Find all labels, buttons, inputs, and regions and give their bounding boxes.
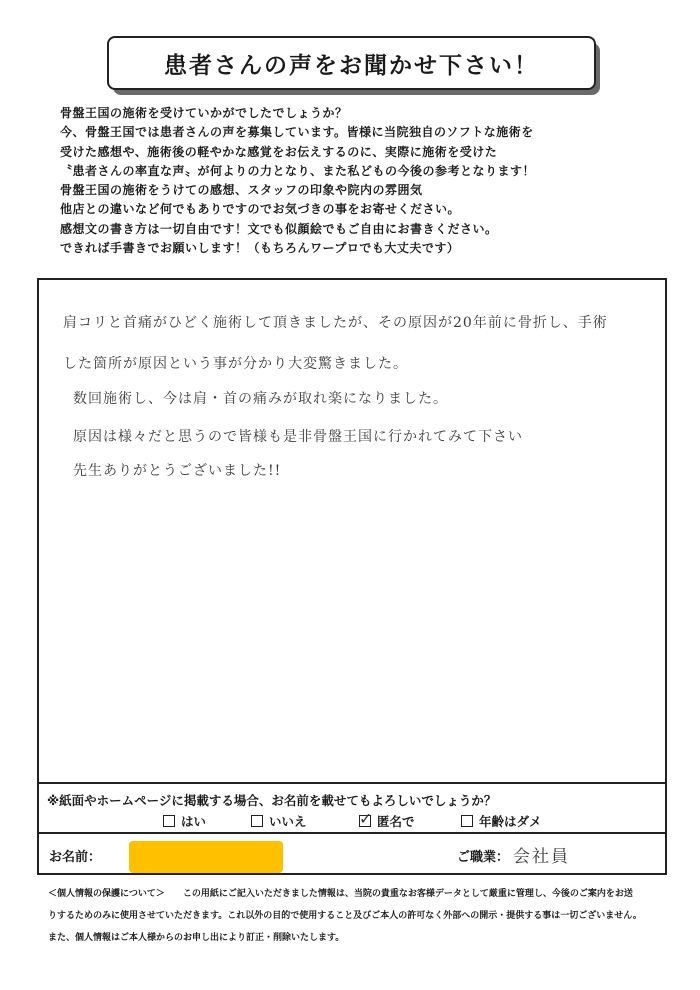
intro-line: 骨盤王国の施術を受けていかがでしたでしょうか？: [60, 106, 348, 120]
name-redaction: [129, 841, 283, 873]
option-yes[interactable]: [163, 812, 206, 830]
checkbox[interactable]: [461, 815, 473, 827]
option-no[interactable]: [251, 812, 307, 830]
intro-text: [60, 104, 680, 258]
privacy-line: りするためのみに使用させていただきます。これ以外の目的で使用すること及びご本人の許可なく外部への開示・提供する事は一切ございません。: [48, 911, 642, 921]
page-title: 患者さんの声をお聞かせ下さい！: [107, 36, 596, 90]
job-label: ご職業：: [457, 850, 510, 865]
option-anonymous[interactable]: [359, 809, 415, 830]
option-no-age[interactable]: [461, 812, 542, 830]
name-label: お名前：: [49, 850, 102, 865]
option-label: 匿名で: [377, 814, 415, 829]
intro-line: 〝患者さんの率直な声〟が何よりの力となり、また私どもの今後の参考となります！: [60, 163, 536, 178]
option-label: いいえ: [269, 814, 307, 829]
comment-area[interactable]: [39, 280, 665, 784]
option-label: 年齢はダメ: [479, 814, 542, 829]
job-value: 会社員: [513, 847, 570, 867]
intro-line: 受けた感想や、施術後の軽やかな感覚をお伝えするのに、実際に施術を受けた: [60, 144, 498, 159]
customer-info: [39, 834, 665, 873]
comment-line: 先生ありがとうございました!!: [73, 463, 282, 479]
comment-line: 肩コリと首痛がひどく施術して頂きましたが、その原因が20年前に骨折し、手術: [63, 315, 608, 331]
intro-line: 今、骨盤王国では患者さんの声を募集しています。皆様に当院独自のソフトな施術を: [60, 125, 534, 140]
checkbox[interactable]: [163, 815, 175, 827]
comment-line: した箇所が原因という事が分かり大変驚きました。: [63, 356, 408, 372]
comment-line: 数回施術し、今は肩・首の痛みが取れ楽になりました。: [73, 391, 448, 407]
checkbox[interactable]: [251, 815, 263, 827]
consent-question: ※紙面やホームページに掲載する場合、お名前を載せてもよろしいでしょうか？: [47, 793, 497, 808]
privacy-notice: [48, 883, 668, 949]
check-mark-icon: ✓: [359, 809, 373, 828]
feedback-form: [37, 278, 667, 875]
intro-line: できれば手書きでお願いします！（もちろんワープロでも大丈夫です）: [60, 241, 460, 256]
consent-section: [39, 784, 665, 834]
privacy-line: また、個人情報はご本人様からのお申し出により訂正・削除いたします。: [48, 933, 345, 943]
intro-line: 骨盤王国の施術をうけての感想、スタッフの印象や院内の雰囲気: [60, 183, 423, 198]
intro-line: 他店との違いなど何でもありですのでお気づきの事をお寄せください。: [60, 202, 461, 217]
intro-line: 感想文の書き方は一切自由です！文でも似顔絵でもご自由にお書きください。: [60, 221, 498, 236]
comment-line: 原因は様々だと思うので皆様も是非骨盤王国に行かれてみて下さい: [73, 429, 523, 445]
checkbox-checked[interactable]: [359, 809, 373, 828]
option-label: はい: [181, 814, 207, 829]
privacy-line: ＜個人情報の保護について＞ この用紙にご記入いただきました情報は、当院の貴重なお客様データとして厳重に管理し、今後のご案内をお送: [48, 889, 633, 899]
